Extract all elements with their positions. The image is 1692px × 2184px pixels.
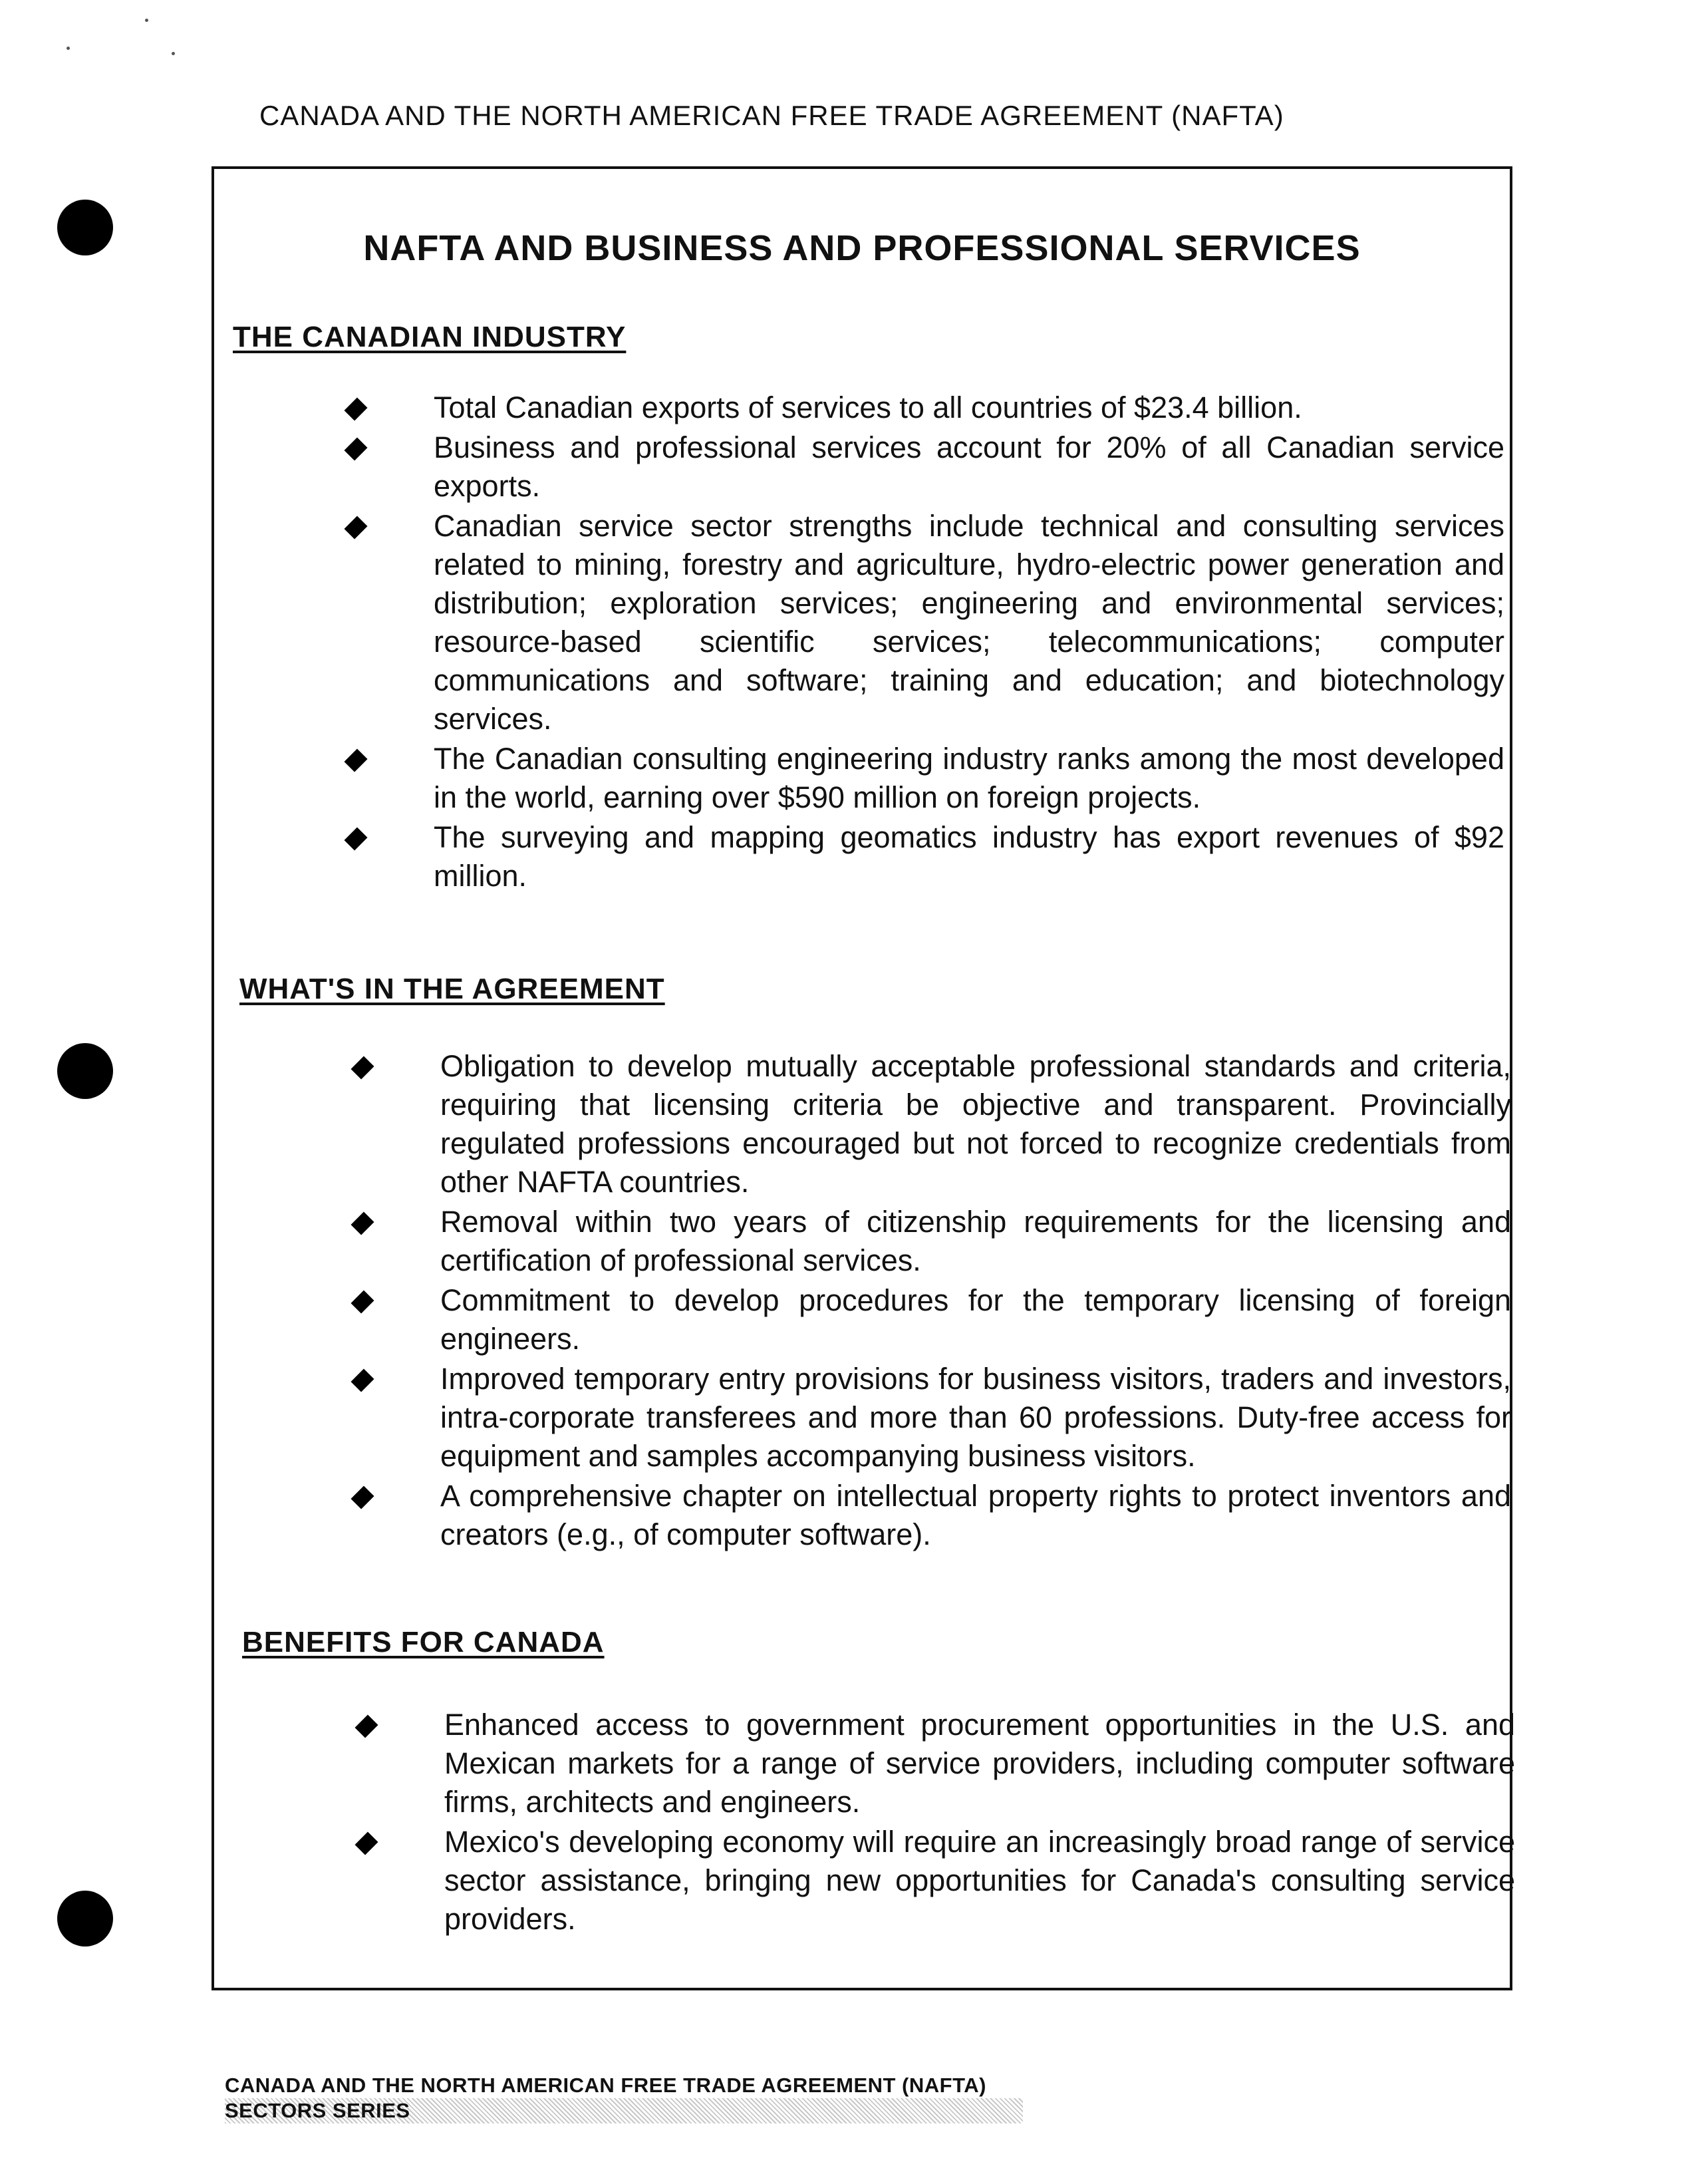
page-footer [225,2073,1023,2123]
diamond-bullet-icon [354,1831,378,1855]
section-heading-canadian-industry: THE CANADIAN INDUSTRY [233,321,627,353]
list-item [444,1706,1515,1821]
punch-hole [57,200,113,255]
page-header: CANADA AND THE NORTH AMERICAN FREE TRADE AGREEMENT (NAFTA) [259,100,1284,131]
benefits-list [444,1706,1515,1940]
scan-speck [67,47,70,50]
list-item [434,818,1504,895]
punch-hole [57,1891,113,1947]
diamond-bullet-icon [354,1714,378,1738]
bullet-text: The surveying and mapping geomatics industry has export revenues of $92 million. [434,820,1504,893]
bullet-text: Improved temporary entry provisions for business visitors, traders and investors, intra-corporate transferees and more than 60 professions. Duty-free access for equipment and samples accompanying business visitors. [440,1362,1511,1473]
bullet-text: Removal within two years of citizenship requirements for the licensing and certification of professional services. [440,1205,1511,1277]
bullet-text: Enhanced access to government procurement opportunities in the U.S. and Mexican markets for a range of service providers, including computer software firms, architects and engineers. [444,1708,1515,1819]
bullet-text: Mexico's developing economy will require an increasingly broad range of service sector assistance, bringing new opportunities for Canada's consulting service providers. [444,1825,1515,1936]
diamond-bullet-icon [351,1211,374,1235]
scan-speck [145,19,148,22]
list-item [440,1047,1511,1201]
list-item [434,507,1504,738]
agreement-list [440,1047,1511,1555]
content-box [212,166,1515,1990]
diamond-bullet-icon [344,516,367,539]
list-item [434,428,1504,506]
diamond-bullet-icon [351,1056,374,1079]
bullet-text: Canadian service sector strengths include technical and consulting services related to mining, forestry and agriculture, hydro-electric power generation and distribution; exploration services; engineering and environmental services; resource-based scientific services; telecommunications; computer communications and software; training and education; and biotechnology services. [434,509,1504,736]
list-item [440,1477,1511,1554]
list-item [444,1823,1515,1939]
list-item [434,389,1504,427]
list-item [440,1203,1511,1280]
bullet-text: The Canadian consulting engineering industry ranks among the most developed in the world, earning over $590 million on foreign projects. [434,742,1504,814]
punch-hole [57,1043,113,1099]
footer-series: SECTORS SERIES [225,2098,1023,2123]
diamond-bullet-icon [344,827,367,850]
section-heading-benefits: BENEFITS FOR CANADA [242,1626,605,1658]
diamond-bullet-icon [351,1368,374,1392]
box-title: NAFTA AND BUSINESS AND PROFESSIONAL SERVICES [363,228,1361,268]
bullet-text: Business and professional services account for 20% of all Canadian service exports. [434,430,1504,503]
footer-title: CANADA AND THE NORTH AMERICAN FREE TRADE AGREEMENT (NAFTA) [225,2074,986,2097]
bullet-text: A comprehensive chapter on intellectual property rights to protect inventors and creators (e.g., of computer software). [440,1479,1511,1551]
diamond-bullet-icon [351,1290,374,1313]
list-item [440,1281,1511,1358]
diamond-bullet-icon [344,397,367,420]
bullet-text: Obligation to develop mutually acceptable professional standards and criteria, requiring that licensing criteria be objective and transparent. Provincially regulated professions encouraged but not forced to recognize credentials from other NAFTA countries. [440,1049,1511,1199]
bullet-text: Commitment to develop procedures for the temporary licensing of foreign engineers. [440,1283,1511,1356]
list-item [434,740,1504,817]
diamond-bullet-icon [351,1485,374,1509]
scan-speck [172,52,175,55]
bullet-text: Total Canadian exports of services to all countries of $23.4 billion. [434,390,1302,424]
canadian-industry-list [434,389,1504,897]
diamond-bullet-icon [344,437,367,460]
diamond-bullet-icon [344,748,367,772]
list-item [440,1360,1511,1476]
section-heading-whats-in-agreement: WHAT'S IN THE AGREEMENT [239,973,665,1005]
